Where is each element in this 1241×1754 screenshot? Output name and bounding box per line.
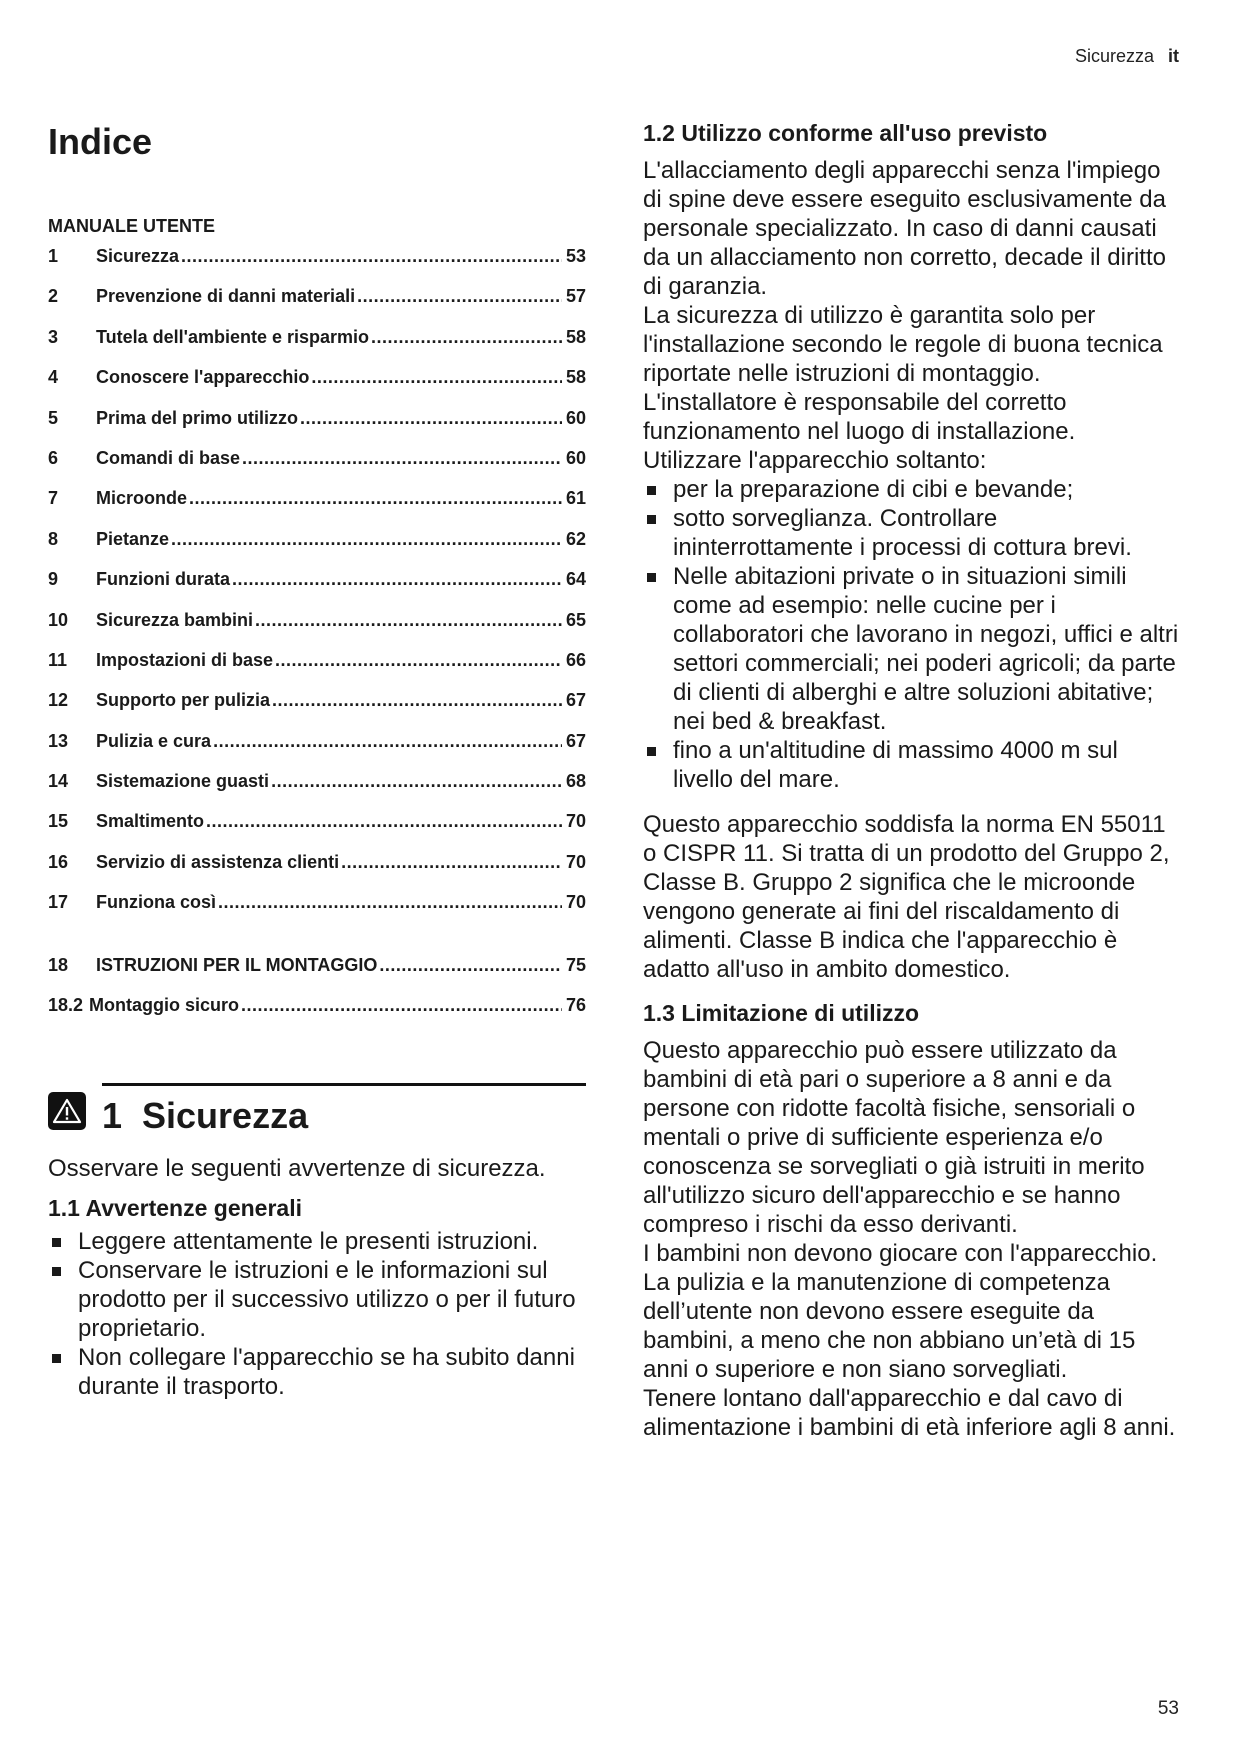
toc-entry[interactable] — [48, 955, 586, 995]
toc-entry-number: 17 — [48, 892, 69, 913]
toc-entry-label: Conoscere l'apparecchio — [96, 367, 310, 388]
toc-entry[interactable] — [48, 488, 586, 528]
toc-entry-page: 58 — [565, 367, 586, 388]
toc-leader — [371, 327, 562, 348]
toc-entry-label: Sicurezza bambini — [96, 609, 254, 630]
toc-entry[interactable] — [48, 327, 586, 367]
section-1-2-paragraph: L'installatore è responsabile del corretto funzionamento nel luogo di installazione. — [643, 389, 1076, 445]
toc-entry[interactable] — [48, 650, 586, 690]
section-1-2-paragraph: L'allacciamento degli apparecchi senza l'impiego di spine deve essere eseguito esclusivamente da personale specializzato. In caso di danni causati da un allacciamento non corretto, decade il diritto di garanzia. — [643, 157, 1166, 300]
list-item: Nelle abitazioni private o in situazioni simili come ad esempio: nelle cucine per i collaboratori che lavorano in negozi, uffici e altri settori commerciali; nei poderi agricoli; da parte di clienti di alberghi e altre soluzioni abitative; nei bed & breakfast. — [643, 562, 1183, 736]
toc-leader — [271, 771, 562, 792]
toc-leader — [241, 995, 562, 1016]
toc-entry-label: Tutela dell'ambiente e risparmio — [96, 326, 370, 347]
toc-entry-page: 67 — [565, 730, 586, 751]
toc-leader — [255, 610, 562, 631]
section-1-1-title: 1.1 Avvertenze generali — [48, 1195, 302, 1222]
toc-leader — [275, 650, 562, 671]
list-item: Non collegare l'apparecchio se ha subito danni durante il trasporto. — [48, 1343, 586, 1401]
list-item: per la preparazione di cibi e bevande; — [643, 475, 1183, 504]
toc-entry-number: 4 — [48, 367, 59, 388]
section-1-3-paragraph: La pulizia e la manutenzione di competenza dell’utente non devono essere eseguite da bambini, a meno che non abbiano un’età di 15 anni o superiore e non siano sorvegliati. — [643, 1269, 1136, 1383]
toc-entry-number: 18.2 — [48, 995, 84, 1016]
toc-entry-page: 68 — [565, 771, 586, 792]
toc-entry-number: 12 — [48, 690, 69, 711]
section-1-3-paragraph: I bambini non devono giocare con l'apparecchio. — [643, 1240, 1158, 1267]
toc-leader — [357, 286, 562, 307]
toc-entry-label: Sicurezza — [96, 246, 180, 266]
toc-entry-label: Prima del primo utilizzo — [96, 407, 299, 428]
toc-entry-label: ISTRUZIONI PER IL MONTAGGIO — [96, 954, 378, 975]
page-number: 53 — [1157, 1698, 1179, 1719]
toc-entry-label: Pietanze — [96, 528, 170, 549]
toc-entry-page: 70 — [565, 811, 586, 832]
running-header — [1075, 46, 1179, 67]
section-1-3-title: 1.3 Limitazione di utilizzo — [643, 1000, 920, 1026]
section-1-2-list — [643, 475, 1183, 794]
toc-entry[interactable] — [48, 408, 586, 448]
toc-entry-label: Pulizia e cura — [96, 730, 212, 751]
toc-entry-number: 11 — [48, 649, 68, 670]
toc-entry-number: 13 — [48, 730, 69, 751]
toc-entry-label: Funziona così — [96, 892, 217, 913]
toc-entry-page: 65 — [565, 609, 586, 630]
toc-entry-page: 70 — [565, 892, 586, 913]
header-section: Sicurezza — [1074, 46, 1154, 66]
toc-leader — [181, 246, 562, 267]
toc-entry-number: 7 — [48, 488, 59, 509]
table-of-contents — [48, 246, 586, 1029]
toc-entry[interactable] — [48, 690, 586, 730]
toc-entry-number: 18 — [48, 954, 69, 975]
right-column — [643, 118, 1183, 1442]
toc-entry-page: 75 — [565, 954, 586, 975]
toc-entry-label: Comandi di base — [96, 447, 241, 468]
toc-entry-number: 2 — [48, 286, 59, 307]
toc-entry-number: 3 — [48, 326, 59, 347]
section-1-3-paragraph: Questo apparecchio può essere utilizzato da bambini di età pari o superiore a 8 anni e da persone con ridotte facoltà fisiche, sensoriali o mentali o prive di sufficiente esperienza e/o conoscenza se sorvegliati o già istruiti in merito all'utilizzo sicuro dell'apparecchio e se hanno compreso i rischi da esso derivanti. — [643, 1037, 1145, 1238]
toc-leader — [189, 488, 562, 509]
toc-leader — [218, 892, 562, 913]
toc-entry-number: 1 — [48, 246, 59, 266]
toc-entry-label: Microonde — [96, 488, 188, 509]
toc-entry-number: 16 — [48, 851, 69, 872]
toc-leader — [206, 811, 562, 832]
toc-title: Indice — [48, 121, 153, 162]
toc-leader — [379, 955, 562, 976]
toc-entry[interactable] — [48, 246, 586, 286]
toc-entry[interactable] — [48, 852, 586, 892]
toc-entry[interactable] — [48, 771, 586, 811]
header-language: it — [1168, 46, 1179, 66]
list-item: fino a un'altitudine di massimo 4000 m sul livello del mare. — [643, 736, 1183, 794]
toc-entry-label: Smaltimento — [96, 811, 205, 832]
section-1-2-paragraph: La sicurezza di utilizzo è garantita solo per l'installazione secondo le regole di buona tecnica riportate nelle istruzioni di montaggio. — [643, 302, 1163, 387]
toc-entry[interactable] — [48, 286, 586, 326]
toc-leader — [213, 731, 562, 752]
toc-leader — [242, 448, 562, 469]
list-item: Conservare le istruzioni e le informazioni sul prodotto per il successivo utilizzo o per il futuro proprietario. — [48, 1256, 586, 1343]
toc-entry-label: Montaggio sicuro — [89, 995, 240, 1016]
warning-icon — [48, 1092, 86, 1130]
toc-entry[interactable] — [48, 448, 586, 488]
toc-entry[interactable] — [48, 569, 586, 609]
toc-leader — [232, 569, 562, 590]
section-1-2-paragraph: Utilizzare l'apparecchio soltanto: — [643, 447, 987, 474]
toc-entry-page: 61 — [565, 488, 586, 509]
toc-entry-label: Funzioni durata — [96, 569, 230, 590]
toc-entry-label: Impostazioni di base — [96, 649, 274, 670]
toc-entry-label: Servizio di assistenza clienti — [96, 851, 340, 872]
toc-entry[interactable] — [48, 731, 586, 771]
section-1-3-paragraph: Tenere lontano dall'apparecchio e dal cavo di alimentazione i bambini di età inferiore agli 8 anni. — [643, 1385, 1176, 1441]
toc-leader — [272, 690, 562, 711]
toc-entry-page: 70 — [565, 851, 586, 872]
toc-entry-page: 57 — [565, 286, 586, 307]
toc-entry-number: 5 — [48, 407, 59, 428]
section-1-2-title: 1.2 Utilizzo conforme all'uso previsto — [643, 120, 1048, 146]
toc-entry-page: 60 — [565, 407, 586, 428]
section-1-intro: Osservare le seguenti avvertenze di sicurezza. — [48, 1155, 546, 1183]
toc-entry-number: 10 — [48, 609, 69, 630]
toc-entry-number: 8 — [48, 528, 59, 549]
section-1-1-list — [48, 1227, 586, 1401]
toc-entry-page: 60 — [565, 447, 586, 468]
toc-entry-number: 14 — [48, 771, 69, 792]
toc-entry-label: Prevenzione di danni materiali — [96, 286, 356, 307]
left-column — [48, 118, 586, 1401]
toc-entry-number: 6 — [48, 447, 59, 468]
toc-entry-page: 53 — [565, 246, 586, 266]
toc-leader — [171, 529, 562, 550]
list-item: sotto sorveglianza. Controllare ininterrottamente i processi di cottura brevi. — [643, 504, 1183, 562]
toc-entry[interactable] — [48, 892, 586, 932]
toc-entry[interactable] — [48, 995, 586, 1029]
toc-entry[interactable] — [48, 610, 586, 650]
toc-entry-page: 62 — [565, 528, 586, 549]
list-item: Leggere attentamente le presenti istruzioni. — [48, 1227, 586, 1256]
toc-entry-page: 64 — [565, 569, 586, 590]
toc-entry-page: 67 — [565, 690, 586, 711]
toc-entry-label: Supporto per pulizia — [96, 690, 270, 711]
section-1-title: 1 Sicurezza — [102, 1095, 309, 1137]
toc-entry[interactable] — [48, 529, 586, 569]
section-1-heading — [102, 1083, 586, 1140]
toc-entry-page: 66 — [565, 649, 586, 670]
toc-leader — [311, 367, 562, 388]
toc-entry[interactable] — [48, 367, 586, 407]
toc-manual-heading: MANUALE UTENTE — [48, 216, 215, 236]
toc-entry-number: 15 — [48, 811, 69, 832]
toc-entry[interactable] — [48, 811, 586, 851]
toc-entry-page: 58 — [565, 326, 586, 347]
toc-leader — [341, 852, 562, 873]
toc-entry-label: Sistemazione guasti — [96, 771, 270, 792]
toc-leader — [300, 408, 562, 429]
section-1-2-paragraph: Questo apparecchio soddisfa la norma EN 55011 o CISPR 11. Si tratta di un prodotto del Gruppo 2, Classe B. Gruppo 2 significa che le microonde vengono generate ai fini del riscaldamento di alimenti. Classe B indica che l'apparecchio è adatto all'uso in ambito domestico. — [643, 811, 1170, 983]
toc-entry-page: 76 — [565, 995, 586, 1016]
toc-entry-number: 9 — [48, 569, 59, 590]
